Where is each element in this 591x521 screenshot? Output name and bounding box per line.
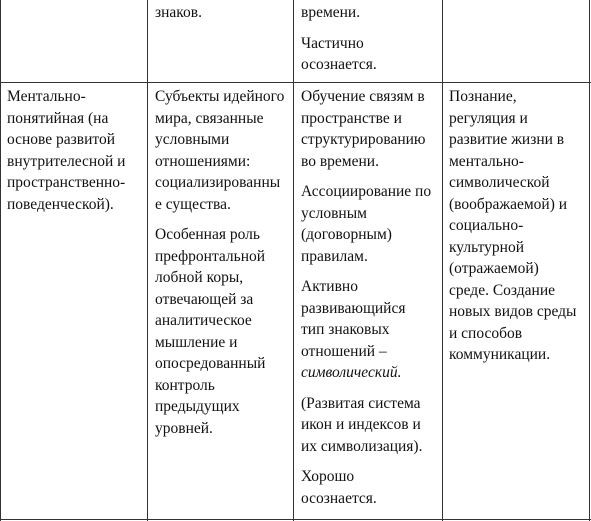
text-line: знаков. (155, 4, 202, 21)
text-line: и способов (449, 324, 523, 342)
main-row-col1 (7, 86, 125, 215)
text-line: социализированны (155, 174, 281, 191)
text-line: (Развитая система (301, 394, 421, 412)
text-line: отношений – (301, 342, 387, 360)
table-border-right (589, 0, 590, 521)
text-line: культурной (449, 238, 525, 256)
text-line: отношениями: (155, 152, 251, 170)
text-line: опосредованный (155, 355, 266, 372)
text-line: условным (301, 204, 367, 222)
text-line: коммуникации. (449, 346, 551, 363)
text-line: ментально- (449, 152, 524, 170)
top-row-col2 (155, 2, 202, 24)
text-line: условными (155, 131, 230, 148)
text-line: Субъекты идейного (155, 88, 285, 105)
text-line: е существа. (155, 195, 231, 213)
text-line: пространственно- (7, 174, 126, 191)
text-line: Ментально- (7, 88, 86, 105)
text-line: Частично (301, 34, 364, 52)
main-row-col4 (449, 86, 576, 366)
text-line: (договорным) (301, 226, 392, 243)
text-line: регуляция и (449, 109, 528, 127)
text-line: предыдущих (155, 398, 240, 415)
main-row-col2 (155, 86, 284, 439)
text-line: префронтальной (155, 247, 266, 265)
text-line: лобной коры, (155, 269, 244, 286)
text-line: осознается. (301, 489, 377, 507)
text-line: среде. Создание (449, 281, 555, 299)
table-row-divider (0, 82, 591, 83)
text-line: мышление и (155, 333, 238, 351)
text-line: уровней. (155, 419, 213, 437)
text-line: Активно (301, 278, 358, 295)
text-line: внутрителесной и (7, 152, 126, 170)
table-border-col3 (442, 0, 443, 521)
top-row-col3 (301, 2, 377, 76)
text-line: социально- (449, 217, 524, 234)
text-line: (воображаемой) и (449, 195, 568, 213)
text-line-italic: символический. (301, 364, 402, 381)
text-line: времени. (301, 4, 361, 21)
text-line: икон и индексов и (301, 416, 421, 433)
text-line: их символизация). (301, 437, 423, 455)
text-line: (отражаемой) (449, 260, 539, 277)
text-line: тип знаковых (301, 321, 390, 338)
text-line: во времени. (301, 152, 379, 170)
table-border-bottom (0, 519, 591, 520)
text-line: новых видов среды (449, 303, 577, 320)
text-line: понятийная (на (7, 109, 109, 127)
text-line: отвечающей за (155, 290, 254, 308)
text-line: контроль (155, 376, 215, 394)
text-line: осознается. (301, 56, 377, 73)
table-border-col1 (147, 0, 148, 521)
text-line: аналитическое (155, 312, 252, 329)
text-line: правилам. (301, 247, 368, 265)
text-line: поведенческой). (7, 195, 114, 213)
text-line: развитие жизни в (449, 131, 565, 148)
main-row-col3 (301, 86, 431, 509)
text-line: структурированию (301, 131, 426, 148)
text-line: пространстве и (301, 109, 402, 127)
text-line: Ассоциирование по (301, 183, 432, 200)
text-line: основе развитой (7, 131, 116, 148)
table-border-left (0, 0, 1, 521)
text-line: символической (449, 174, 550, 191)
text-line: Познание, (449, 88, 517, 105)
text-line: развивающийся (301, 299, 406, 317)
table-border-col2 (293, 0, 294, 521)
text-line: Хорошо (301, 468, 355, 485)
text-line: Особенная роль (155, 226, 260, 243)
text-line: Обучение связям в (301, 88, 425, 105)
text-line: мира, связанные (155, 109, 264, 127)
